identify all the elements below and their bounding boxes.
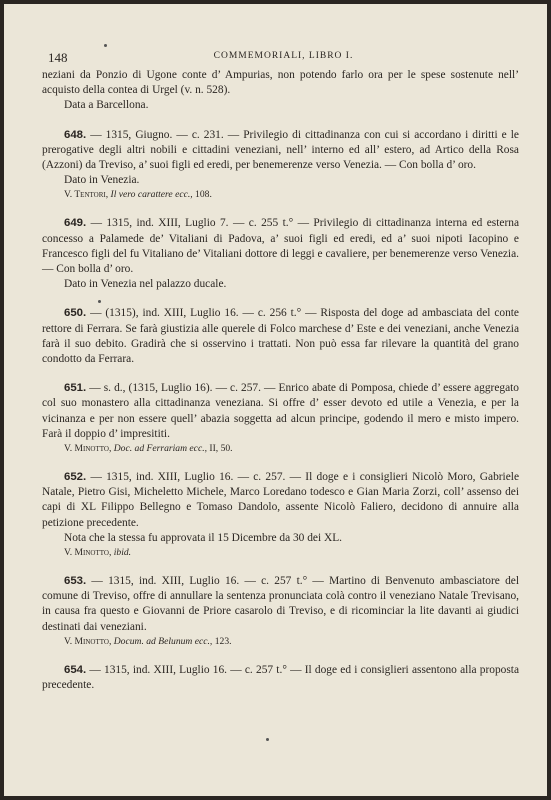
running-title: COMMEMORIALI, LIBRO I. bbox=[213, 51, 354, 61]
entry-note: Dato in Venezia nel palazzo ducale. bbox=[64, 278, 227, 291]
entry-note: Dato in Venezia. bbox=[64, 174, 140, 187]
ref-work: ibid. bbox=[113, 547, 132, 559]
entry-body: — 1315, ind. XIII, Luglio 16. — c. 257 t.° — Il doge ed i consiglieri assentono alla proposta precedente. bbox=[42, 663, 519, 692]
entry-number: 649. bbox=[64, 217, 87, 230]
entry-652 bbox=[42, 470, 519, 560]
entry-653 bbox=[42, 574, 519, 649]
continuation-text: neziani da Ponzio di Ugone conte d’ Ampurias, non potendo farlo ora per le spese sostenute nell’ acquisto della contea di Urgel (v. n. 528). bbox=[42, 69, 519, 97]
entry-note: Nota che la stessa fu approvata il 15 Dicembre da 30 dei XL. bbox=[64, 531, 343, 544]
entry-648 bbox=[42, 128, 519, 203]
entry-body: — 1315, ind. XIII, Luglio 7. — c. 255 t.° — Privilegio di cittadinanza interna ed esterna concesso a Palamede de’ Vitaliani di Padova, a’ suoi figli ed eredi, ed a’ suoi nipoti Iacopino e Francesco figli del fu Vitaliano de’ Vitaliani dottore di leggi e cavaliere, per benemerenze verso Venezia. — Con bolla d’ oro. bbox=[42, 217, 519, 276]
ref-work: Docum. ad Belunum ecc., bbox=[113, 635, 213, 647]
entry-body: — 1315, ind. XIII, Luglio 16. — c. 257. — Il doge e i consiglieri Nicolò Moro, Gabriele Natale, Pietro Gisi, Micheletto Michele, Marco Loredano todesco e Gian Maria Zorzi, coll’ assenso dei capi di XL Filippo Bellegno e Tomaso Dandolo, assente Nicolò Faliero, decidono di annuire alla petizione precedente. bbox=[42, 471, 519, 529]
entry-reference bbox=[42, 442, 519, 456]
entry-reference bbox=[42, 188, 519, 202]
entry-text bbox=[42, 306, 519, 367]
paper-speck bbox=[98, 300, 101, 303]
page-body bbox=[42, 68, 519, 693]
entry-text bbox=[42, 663, 519, 693]
ref-rest: 108. bbox=[192, 189, 212, 201]
entry-number: 648. bbox=[64, 128, 87, 141]
ref-author: V. Tentori, bbox=[64, 189, 109, 201]
entry-body: — s. d., (1315, Luglio 16). — c. 257. — Enrico abate di Pomposa, chiede d’ essere aggregato col suo monastero alla cittadinanza veneziana. Si offre d’ esser devoto ed utile a Venezia, e per la vicinanza e per non essere quell’ abazia soggetta ad alcun principe, godendo il mero e misto impero. Farà il doppio d’ impresititi. bbox=[42, 382, 519, 440]
ref-rest: II, 50. bbox=[207, 443, 233, 455]
entry-text bbox=[42, 128, 519, 174]
ref-author: V. Minotto, bbox=[64, 547, 112, 559]
entry-number: 653. bbox=[64, 575, 87, 588]
entry-650 bbox=[42, 306, 519, 367]
entry-reference bbox=[42, 635, 519, 649]
ref-rest: 123. bbox=[212, 635, 232, 647]
entry-number: 652. bbox=[64, 471, 87, 484]
entry-reference bbox=[42, 546, 519, 560]
entry-text bbox=[42, 470, 519, 531]
page-header bbox=[48, 50, 519, 66]
ref-author: V. Minotto, bbox=[64, 443, 112, 455]
ref-work: Il vero carattere ecc., bbox=[110, 189, 193, 201]
entry-text bbox=[42, 216, 519, 277]
entry-number: 650. bbox=[64, 307, 87, 320]
entry-649 bbox=[42, 216, 519, 292]
entry-number: 654. bbox=[64, 663, 87, 676]
paper-speck bbox=[104, 44, 107, 47]
paper-speck bbox=[266, 738, 269, 741]
entry-text bbox=[42, 574, 519, 635]
entry-654 bbox=[42, 663, 519, 693]
entry-body: — 1315, ind. XIII, Luglio 16. — c. 257 t.° — Martino di Benvenuto ambasciatore del comune di Treviso, offre di annullare la sentenza pronunciata colà contro il veneziano Natale Trevisano, in causa fra questo e Giovanni de Priore casarolo di Treviso, e di ricominciar la lite davanti ai giudici destinati dai veneziani. bbox=[42, 575, 519, 633]
entry-body: — 1315, Giugno. — c. 231. — Privilegio di cittadinanza con cui si accordano i diritti e le prerogative degli altri nobili e cittadini veneziani, nell’ interno ed all’ estero, ad Artico della Rosa (Azzoni) da Treviso, a’ suoi figli ed eredi, per benemerenze verso Venezia. — Con bolla d’ oro. bbox=[42, 128, 519, 172]
entry-body: — (1315), ind. XIII, Luglio 16. — c. 256 t.° — Risposta del doge ad ambasciata del conte rettore di Ferrara. Se farà giustizia alle querele di Folco marchese d’ Este e dei veneziani, anche Venezia farà il suo debito. Gradirà che si osservino i trattati. Non può essa far rilevare la quantità del grano condotto da Ferrara. bbox=[42, 307, 519, 366]
entry-651 bbox=[42, 381, 519, 456]
entry-number: 651. bbox=[64, 382, 87, 395]
document-page bbox=[4, 4, 547, 796]
ref-author: V. Minotto, bbox=[64, 635, 112, 647]
entry-text bbox=[42, 381, 519, 442]
page-number: 148 bbox=[48, 50, 68, 65]
ref-work: Doc. ad Ferrariam ecc., bbox=[113, 443, 207, 455]
continuation-note: Data a Barcellona. bbox=[64, 99, 149, 112]
